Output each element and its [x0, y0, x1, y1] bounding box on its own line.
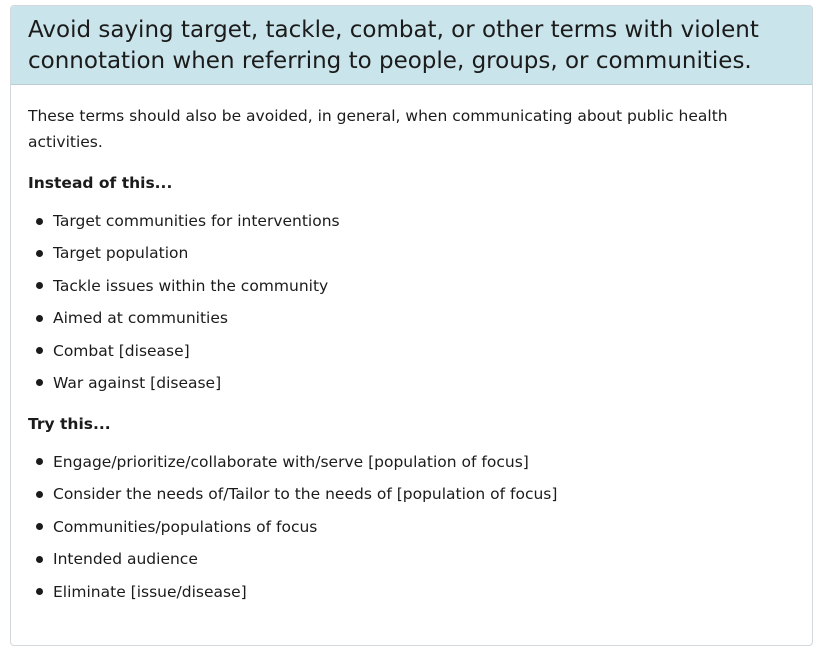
list-item	[28, 548, 795, 580]
instead-of-label: Instead of this...	[28, 174, 173, 192]
list-item-text: Consider the needs of/Tailor to the needs of [population of focus]	[53, 485, 558, 504]
list-item	[28, 581, 795, 603]
bullet-icon	[36, 282, 43, 289]
card-title: Avoid saying target, tackle, combat, or other terms with violent connotation when referring to people, groups, or communities.	[28, 17, 759, 74]
guidance-card	[10, 5, 813, 646]
list-item	[28, 372, 795, 394]
list-item	[28, 275, 795, 307]
instead-of-list	[28, 210, 795, 394]
bullet-icon	[36, 250, 43, 257]
list-item	[28, 242, 795, 274]
list-item-text: Communities/populations of focus	[53, 517, 318, 536]
bullet-icon	[36, 458, 43, 465]
bullet-icon	[36, 379, 43, 386]
bullet-icon	[36, 315, 43, 322]
list-item-text: Intended audience	[53, 550, 198, 569]
card-header	[11, 6, 812, 85]
list-item-text: Tackle issues within the community	[53, 276, 329, 295]
bullet-icon	[36, 218, 43, 225]
intro-text: These terms should also be avoided, in general, when communicating about public health activities.	[28, 107, 728, 151]
list-item-text: Target population	[53, 244, 189, 263]
list-item	[28, 483, 795, 515]
try-this-label: Try this...	[28, 414, 111, 433]
list-item-text: Eliminate [issue/disease]	[53, 582, 247, 601]
list-item	[28, 210, 795, 242]
list-item	[28, 340, 795, 372]
bullet-icon	[36, 523, 43, 530]
bullet-icon	[36, 588, 43, 595]
try-this-list	[28, 451, 795, 603]
list-item	[28, 451, 795, 483]
card-body	[11, 85, 812, 603]
list-item-text: Engage/prioritize/collaborate with/serve [population of focus]	[53, 452, 529, 471]
list-item-text: Aimed at communities	[53, 309, 228, 328]
list-item-text: Combat [disease]	[53, 341, 190, 360]
bullet-icon	[36, 347, 43, 354]
bullet-icon	[36, 556, 43, 563]
list-item-text: Target communities for interventions	[53, 212, 340, 230]
list-item-text: War against [disease]	[53, 373, 222, 392]
list-item	[28, 516, 795, 548]
list-item	[28, 307, 795, 339]
bullet-icon	[36, 491, 43, 498]
